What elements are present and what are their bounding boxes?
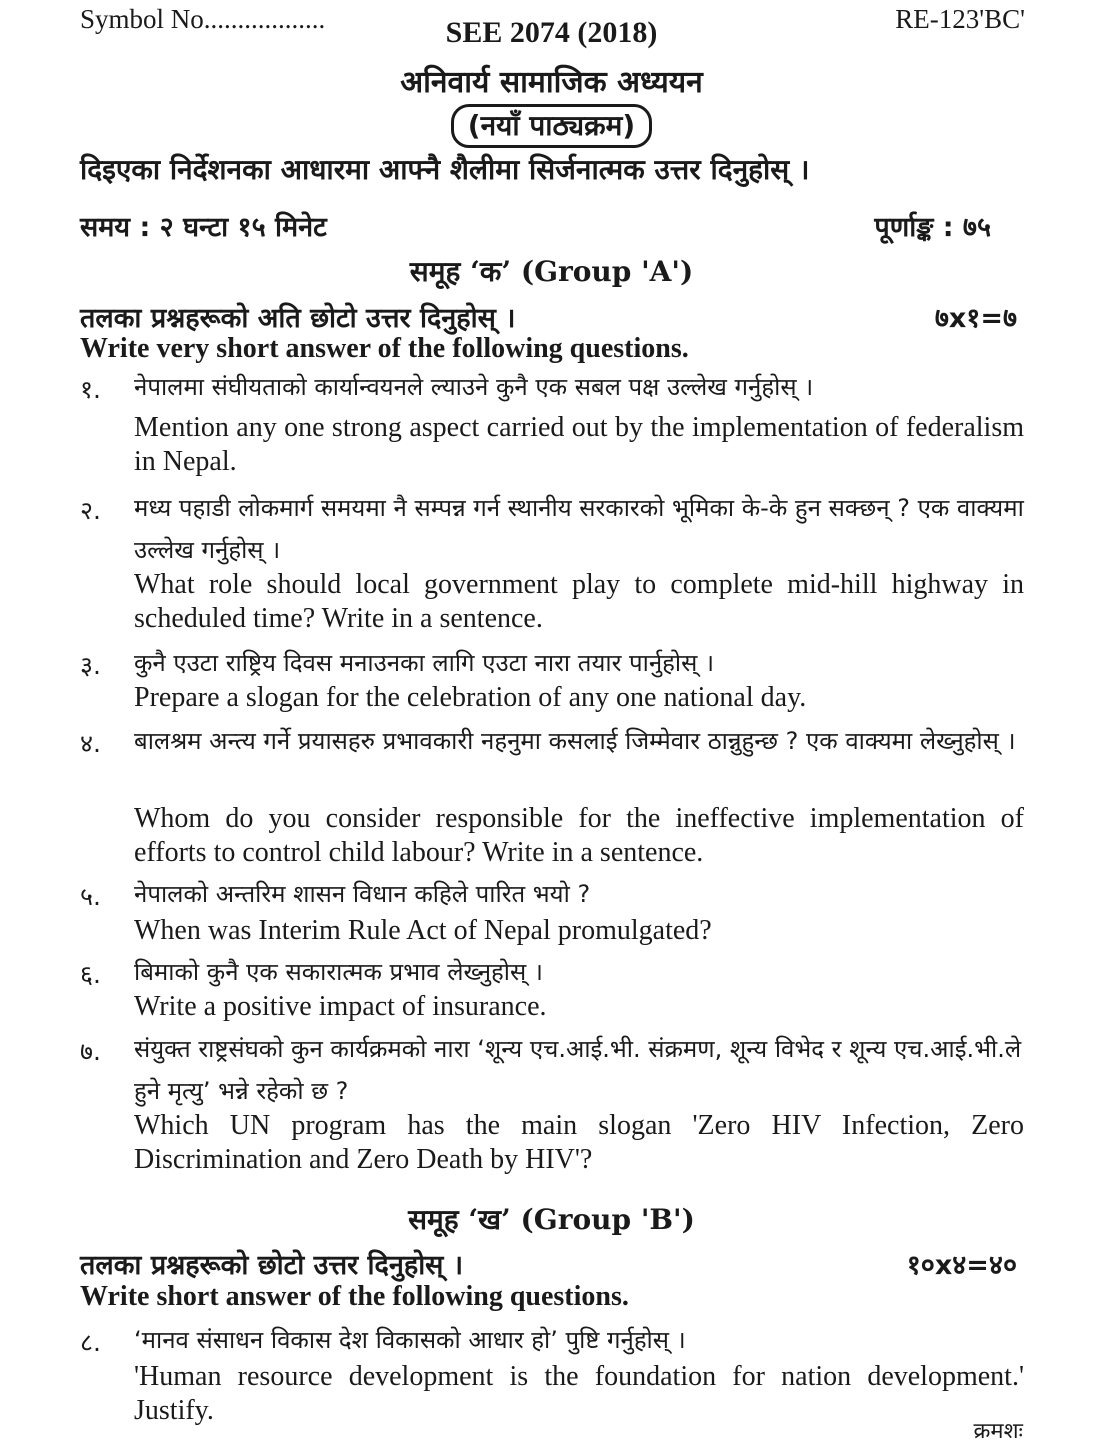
exam-title: SEE 2074 (2018) [445,16,658,49]
question-text-ne: बिमाको कुनै एक सकारात्मक प्रभाव लेख्नुहोस् । [134,958,543,986]
time-allowed: समय : २ घन्टा १५ मिनेट [80,212,327,243]
general-instruction: दिइएका निर्देशनका आधारमा आफ्नै शैलीमा सिर्जनात्मक उत्तर दिनुहोस् । [80,153,810,186]
question-text-en: What role should local government play to complete mid-hill highway in scheduled time? Write in a sentence. [134,569,1024,634]
question-text-en: Mention any one strong aspect carried out by the implementation of federalism in Nepal. [134,412,1024,477]
group-b-instruction-ne: तलका प्रश्नहरूको छोटो उत्तर दिनुहोस् । [80,1250,464,1281]
group-a-title: समूह ‘क’ (Group 'A') [409,255,694,288]
question-text-en: 'Human resource development is the foundation for nation development.' Justify. [134,1361,1024,1426]
question-number: ७. [80,1037,101,1066]
question-text-ne: ‘मानव संसाधन विकास देश विकासको आधार हो’ पुष्टि गर्नुहोस् । [134,1326,686,1354]
question-text-ne: कुनै एउटा राष्ट्रिय दिवस मनाउनका लागि एउटा नारा तयार पार्नुहोस् । [134,649,715,677]
group-b-instruction-en: Write short answer of the following questions. [80,1281,629,1312]
curriculum-badge [0,104,1103,148]
question-text-ne: मध्य पहाडी लोकमार्ग समयमा नै सम्पन्न गर्न स्थानीय सरकारको भूमिका के-के हुन सक्छन् ? एक वाक्यमा उल्लेख गर्नुहोस् । [134,494,1024,564]
question-text-ne: नेपालमा संघीयताको कार्यान्वयनले ल्याउने कुनै एक सबल पक्ष उल्लेख गर्नुहोस् । [134,373,814,401]
question-text-en: Prepare a slogan for the celebration of any one national day. [134,682,807,713]
question-number: १. [80,375,101,404]
full-marks: पूर्णाङ्क : ७५ [874,212,991,243]
question-text-ne: संयुक्त राष्ट्रसंघको कुन कार्यक्रमको नारा ‘शून्य एच.आई.भी. संक्रमण, शून्य विभेद र शून्य एच.आई.भी.ले हुने मृत्यु’ भन्ने रहेको छ ? [134,1035,1022,1105]
group-a-marks: ७x१=७ [934,303,1017,334]
subject-title: अनिवार्य सामाजिक अध्ययन [400,65,703,100]
curriculum-label: (नयाँ पाठ्यक्रम) [451,104,652,148]
question-number: ६. [80,960,101,989]
question-text-en: Whom do you consider responsible for the ineffective implementation of efforts to control child labour? Write in a sentence. [134,803,1024,868]
question-text-ne: बालश्रम अन्त्य गर्ने प्रयासहरु प्रभावकारी नहनुमा कसलाई जिम्मेवार ठान्नुहुन्छ ? एक वाक्यमा लेख्नुहोस् । [134,727,1016,755]
question-text-en: Write a positive impact of insurance. [134,991,547,1022]
question-number: ३. [80,651,101,680]
question-number: ५. [80,882,101,911]
question-text-en: When was Interim Rule Act of Nepal promulgated? [134,915,712,946]
group-b-marks: १०x४=४० [906,1250,1017,1281]
question-number: ४. [80,729,101,758]
question-number: ८. [80,1328,101,1357]
question-text-en: Which UN program has the main slogan 'Zero HIV Infection, Zero Discrimination and Zero Death by HIV'? [134,1110,1024,1175]
group-b-title: समूह ‘ख’ (Group 'B') [408,1203,695,1236]
symbol-number: Symbol No.................. [80,4,326,34]
question-number: २. [80,496,101,525]
paper-code: RE-123'BC' [895,4,1025,34]
question-text-ne: नेपालको अन्तरिम शासन विधान कहिले पारित भयो ? [134,880,591,908]
group-a-instruction-ne: तलका प्रश्नहरूको अति छोटो उत्तर दिनुहोस् । [80,303,516,334]
group-a-instruction-en: Write very short answer of the following questions. [80,333,689,364]
continued-label: क्रमशः [973,1419,1023,1444]
